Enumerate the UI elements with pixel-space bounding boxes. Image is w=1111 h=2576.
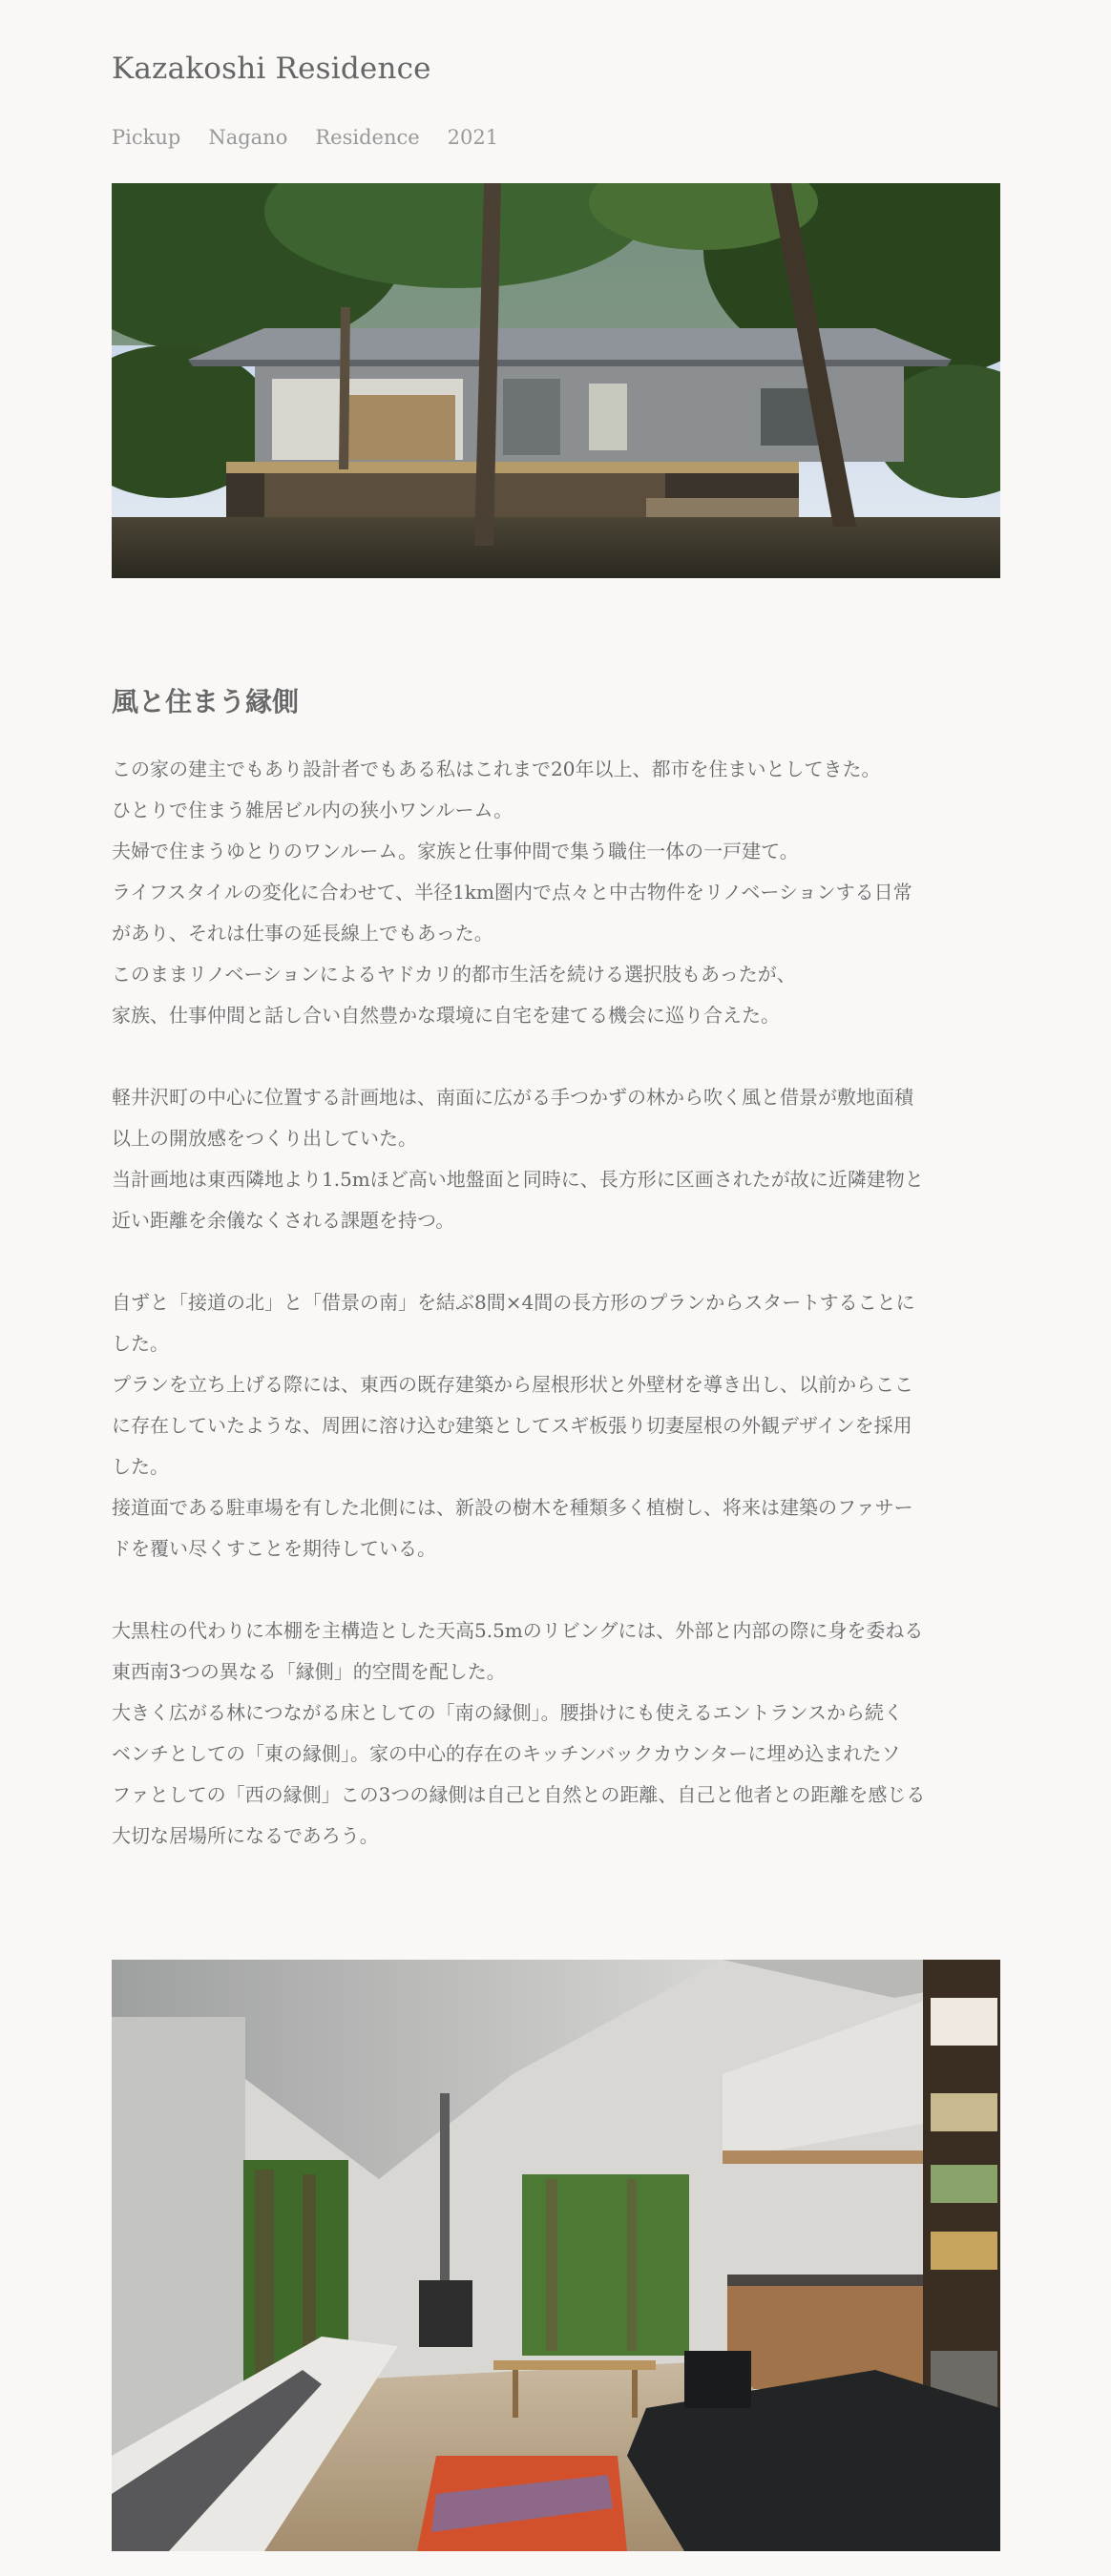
tag-list	[112, 126, 498, 149]
text-line: があり、それは仕事の延長線上でもあった。	[112, 922, 493, 945]
text-line: ベンチとしての「東の縁側」。家の中心的存在のキッチンバックカウンターに埋め込まれたソ	[112, 1742, 901, 1765]
text-line: 自ずと「接道の北」と「借景の南」を結ぶ8間×4間の長方形のプランからスタートすることに	[112, 1291, 915, 1314]
text-line: ドを覆い尽くすことを期待している。	[112, 1537, 436, 1560]
article-body	[112, 749, 1000, 1898]
text-line: この家の建主でもあり設計者でもある私はこれまで20年以上、都市を住まいとしてきた。	[112, 758, 881, 780]
paragraph-1	[112, 749, 1000, 1036]
text-line: 大黒柱の代わりに本棚を主構造とした天高5.5mのリビングには、外部と内部の際に身を委ねる	[112, 1619, 924, 1642]
text-line: ライフスタイルの変化に合わせて、半径1km圏内で点々と中古物件をリノベーションする日常	[112, 881, 912, 904]
tag-pickup[interactable]: Pickup	[112, 126, 181, 149]
tag-residence[interactable]: Residence	[315, 126, 420, 149]
text-line: 近い距離を余儀なくされる課題を持つ。	[112, 1209, 455, 1232]
paragraph-2	[112, 1077, 1000, 1241]
text-line: 大切な居場所になるであろう。	[112, 1824, 379, 1847]
text-line: 家族、仕事仲間と話し合い自然豊かな環境に自宅を建てる機会に巡り合えた。	[112, 1004, 780, 1027]
text-line: した。	[112, 1455, 169, 1478]
text-line: に存在していたような、周囲に溶け込む建築としてスギ板張り切妻屋根の外観デザインを採用	[112, 1414, 912, 1437]
text-line: ファとしての「西の縁側」この3つの縁側は自己と自然との距離、自己と他者との距離を感じる	[112, 1783, 926, 1806]
text-line: 夫婦で住まうゆとりのワンルーム。家族と仕事仲間で集う職住一体の一戸建て。	[112, 840, 799, 862]
text-line: 東西南3つの異なる「縁側」的空間を配した。	[112, 1660, 506, 1683]
paragraph-4	[112, 1610, 1000, 1857]
exterior-photo	[112, 183, 1000, 578]
article-heading: 風と住まう縁側	[112, 686, 300, 717]
text-line: 大きく広がる林につながる床としての「南の縁側」。腰掛けにも使えるエントランスから続く	[112, 1701, 903, 1724]
text-line: ひとりで住まう雑居ビル内の狭小ワンルーム。	[112, 799, 514, 821]
tag-nagano[interactable]: Nagano	[208, 126, 288, 149]
exterior-photo-illustration	[112, 183, 1000, 578]
interior-photo	[112, 1960, 1000, 2551]
text-line: 軽井沢町の中心に位置する計画地は、南面に広がる手つかずの林から吹く風と借景が敷地面積	[112, 1086, 913, 1109]
text-line: 接道面である駐車場を有した北側には、新設の樹木を種類多く植樹し、将来は建築のファサー	[112, 1496, 913, 1519]
text-line: した。	[112, 1332, 169, 1355]
interior-photo-illustration	[112, 1960, 1000, 2551]
paragraph-3	[112, 1282, 1000, 1569]
text-line: このままリノベーションによるヤドカリ的都市生活を続ける選択肢もあったが、	[112, 963, 796, 986]
page-title: Kazakoshi Residence	[112, 52, 431, 86]
text-line: 当計画地は東西隣地より1.5mほど高い地盤面と同時に、長方形に区画されたが故に近隣建物と	[112, 1168, 924, 1191]
text-line: 以上の開放感をつくり出していた。	[112, 1127, 417, 1150]
text-line: プランを立ち上げる際には、東西の既存建築から屋根形状と外壁材を導き出し、以前からここ	[112, 1373, 913, 1396]
tag-2021[interactable]: 2021	[447, 126, 499, 149]
